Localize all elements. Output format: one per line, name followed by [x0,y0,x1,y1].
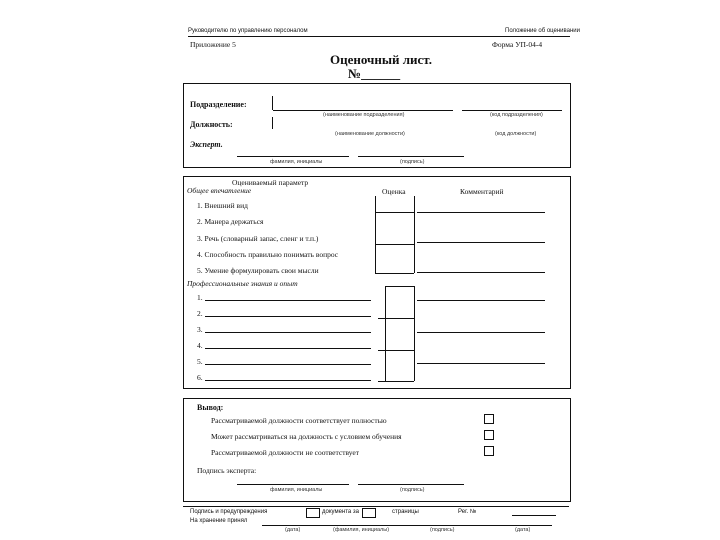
signature-label: Подпись эксперта: [197,466,257,475]
prof-field[interactable] [205,332,371,333]
param-item: 5. Умение формулировать свои мысли [197,266,319,275]
comment-field[interactable] [417,212,545,213]
reg-number-field[interactable] [512,515,556,516]
prof-number: 5. [197,357,203,366]
expert-name-caption: фамилия, инициалы [270,159,323,165]
prof-field[interactable] [205,316,371,317]
checkbox-not-match[interactable] [484,446,494,456]
form-code: Форма УП-04-4 [492,40,543,49]
header-divider [188,36,570,37]
position-code-caption: (код должности) [495,131,537,137]
footer-cap: (дата) [285,527,301,533]
dept-code-caption: (код подразделения) [490,112,543,118]
grade-field[interactable] [378,381,414,382]
footer-row1-d: Рег. № [458,509,477,515]
param-item: 3. Речь (словарный запас, сленг и т.п.) [197,234,319,243]
comment-field[interactable] [417,272,545,273]
signature-field[interactable] [358,484,464,485]
prof-field[interactable] [205,348,371,349]
comment-field[interactable] [417,332,545,333]
footer-box[interactable] [362,508,376,518]
grade-field[interactable] [375,212,414,213]
prof-grade-top [385,286,414,287]
sig-name-caption: фамилия, инициалы [270,487,323,493]
param-item: 2. Манера держаться [197,217,264,226]
conclusion-label: Вывод: [197,403,224,412]
grade-field[interactable] [378,318,414,319]
comment-field[interactable] [417,363,545,364]
grade-field[interactable] [375,273,414,274]
position-field-edge [272,117,273,129]
expert-sign-caption: (подпись) [400,159,425,165]
signature-name-field[interactable] [237,484,349,485]
dept-caption: (наименование подразделения) [323,112,405,118]
conclusion-option: Может рассматриваться на должность с условием обучения [211,432,402,441]
comment-column-header: Комментарий [460,187,504,196]
department-code-field[interactable] [462,110,562,111]
grade-col-right [414,196,415,273]
grade-field[interactable] [378,350,414,351]
grade-column-header: Оценка [382,187,406,196]
professional-heading: Профессиональные знания и опыт [187,279,298,288]
footer-box[interactable] [306,508,320,518]
prof-number: 4. [197,341,203,350]
department-label: Подразделение: [190,100,247,109]
page-title: Оценочный лист. [330,52,432,67]
prof-grade-left [385,286,386,381]
footer-row1-a: Подпись и предупреждения [190,509,268,515]
prof-number: 2. [197,309,203,318]
footer-row1-c: страницы [392,509,419,515]
param-item: 1. Внешний вид [197,201,248,210]
general-impression: Общее впечатление [187,186,252,195]
sheet-number: №______ [348,66,401,81]
footer-row1-b: документа за [322,509,360,515]
prof-number: 3. [197,325,203,334]
org-right: Положение об оценивании [505,28,580,34]
param-item: 4. Способность правильно понимать вопрос [197,250,339,259]
org-left: Руководителю по управлению персоналом [188,28,308,34]
prof-field[interactable] [205,300,371,301]
dept-field-edge [272,96,273,110]
checkbox-full-match[interactable] [484,414,494,424]
footer-top-rule [183,506,569,507]
expert-signature-field[interactable] [358,156,464,157]
grade-col-left [375,196,376,273]
grade-field[interactable] [375,244,414,245]
appendix-label: Приложение 5 [190,40,236,49]
expert-label: Эксперт. [190,140,223,149]
prof-grade-right [414,286,415,381]
expert-name-field[interactable] [237,156,349,157]
param-header: Оцениваемый параметр [232,178,309,187]
position-caption: (наименование должности) [335,131,405,137]
conclusion-option: Рассматриваемой должности не соответствует [211,448,360,457]
prof-number: 6. [197,373,203,382]
checkbox-with-training[interactable] [484,430,494,440]
footer-cap: (дата) [515,527,531,533]
prof-field[interactable] [205,364,371,365]
footer-cap: (подпись) [430,527,455,533]
position-label: Должность: [190,120,233,129]
comment-field[interactable] [417,300,545,301]
footer-row2-field[interactable] [262,525,552,526]
prof-number: 1. [197,293,203,302]
conclusion-option: Рассматриваемой должности соответствует полностью [211,416,387,425]
sig-caption: (подпись) [400,487,425,493]
prof-field[interactable] [205,380,371,381]
footer-cap: (фамилия, инициалы) [333,527,390,533]
department-field[interactable] [273,110,453,111]
comment-field[interactable] [417,242,545,243]
footer-row2-a: На хранение принял [190,518,248,524]
